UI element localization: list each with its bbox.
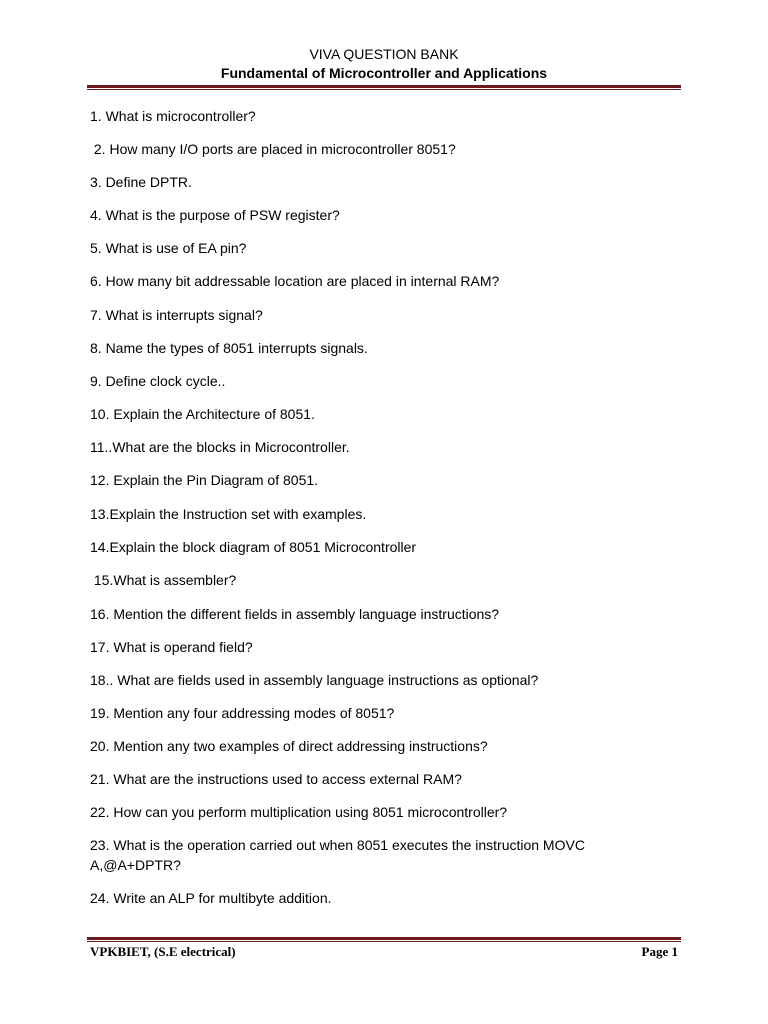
question-item: 11..What are the blocks in Microcontroller.: [90, 439, 350, 455]
question-item: 19. Mention any four addressing modes of 8051?: [90, 705, 395, 721]
question-item: 14.Explain the block diagram of 8051 Microcontroller: [90, 539, 417, 555]
question-item: 13.Explain the Instruction set with examples.: [90, 506, 367, 522]
footer-divider-thin: [87, 941, 681, 942]
document-header: [0, 45, 768, 82]
question-item: 5. What is use of EA pin?: [90, 240, 247, 256]
header-divider: [87, 85, 681, 90]
question-item: 16. Mention the different fields in assembly language instructions?: [90, 606, 500, 622]
question-item: 2. How many I/O ports are placed in microcontroller 8051?: [90, 141, 456, 157]
question-item: 23. What is the operation carried out when 8051 executes the instruction MOVC A,@A+DPTR?: [90, 837, 585, 873]
footer-divider: [87, 937, 681, 942]
question-item: 12. Explain the Pin Diagram of 8051.: [90, 472, 319, 488]
question-item: 21. What are the instructions used to access external RAM?: [90, 771, 462, 787]
footer-divider-thick: [87, 937, 681, 940]
question-item: 10. Explain the Architecture of 8051.: [90, 406, 315, 422]
question-item: 9. Define clock cycle..: [90, 373, 226, 389]
footer-institution: VPKBIET, (S.E electrical): [90, 944, 236, 959]
question-item: 1. What is microcontroller?: [90, 108, 256, 124]
question-item: 6. How many bit addressable location are placed in internal RAM?: [90, 273, 500, 289]
question-item: 4. What is the purpose of PSW register?: [90, 207, 340, 223]
question-item: 8. Name the types of 8051 interrupts signals.: [90, 340, 368, 356]
document-title: VIVA QUESTION BANK: [309, 46, 459, 62]
question-item: 3. Define DPTR.: [90, 174, 192, 190]
header-divider-thick: [87, 85, 681, 88]
question-item: 7. What is interrupts signal?: [90, 307, 263, 323]
question-item: 20. Mention any two examples of direct addressing instructions?: [90, 738, 488, 754]
question-item: 22. How can you perform multiplication using 8051 microcontroller?: [90, 804, 508, 820]
question-list: [90, 106, 670, 908]
question-item: 24. Write an ALP for multibyte addition.: [90, 890, 332, 906]
question-item: 18.. What are fields used in assembly language instructions as optional?: [90, 672, 539, 688]
document-subtitle: Fundamental of Microcontroller and Applications: [220, 65, 548, 81]
page-number: Page 1: [641, 944, 678, 959]
question-item: 17. What is operand field?: [90, 639, 253, 655]
header-divider-thin: [87, 89, 681, 90]
question-item: 15.What is assembler?: [90, 572, 237, 588]
